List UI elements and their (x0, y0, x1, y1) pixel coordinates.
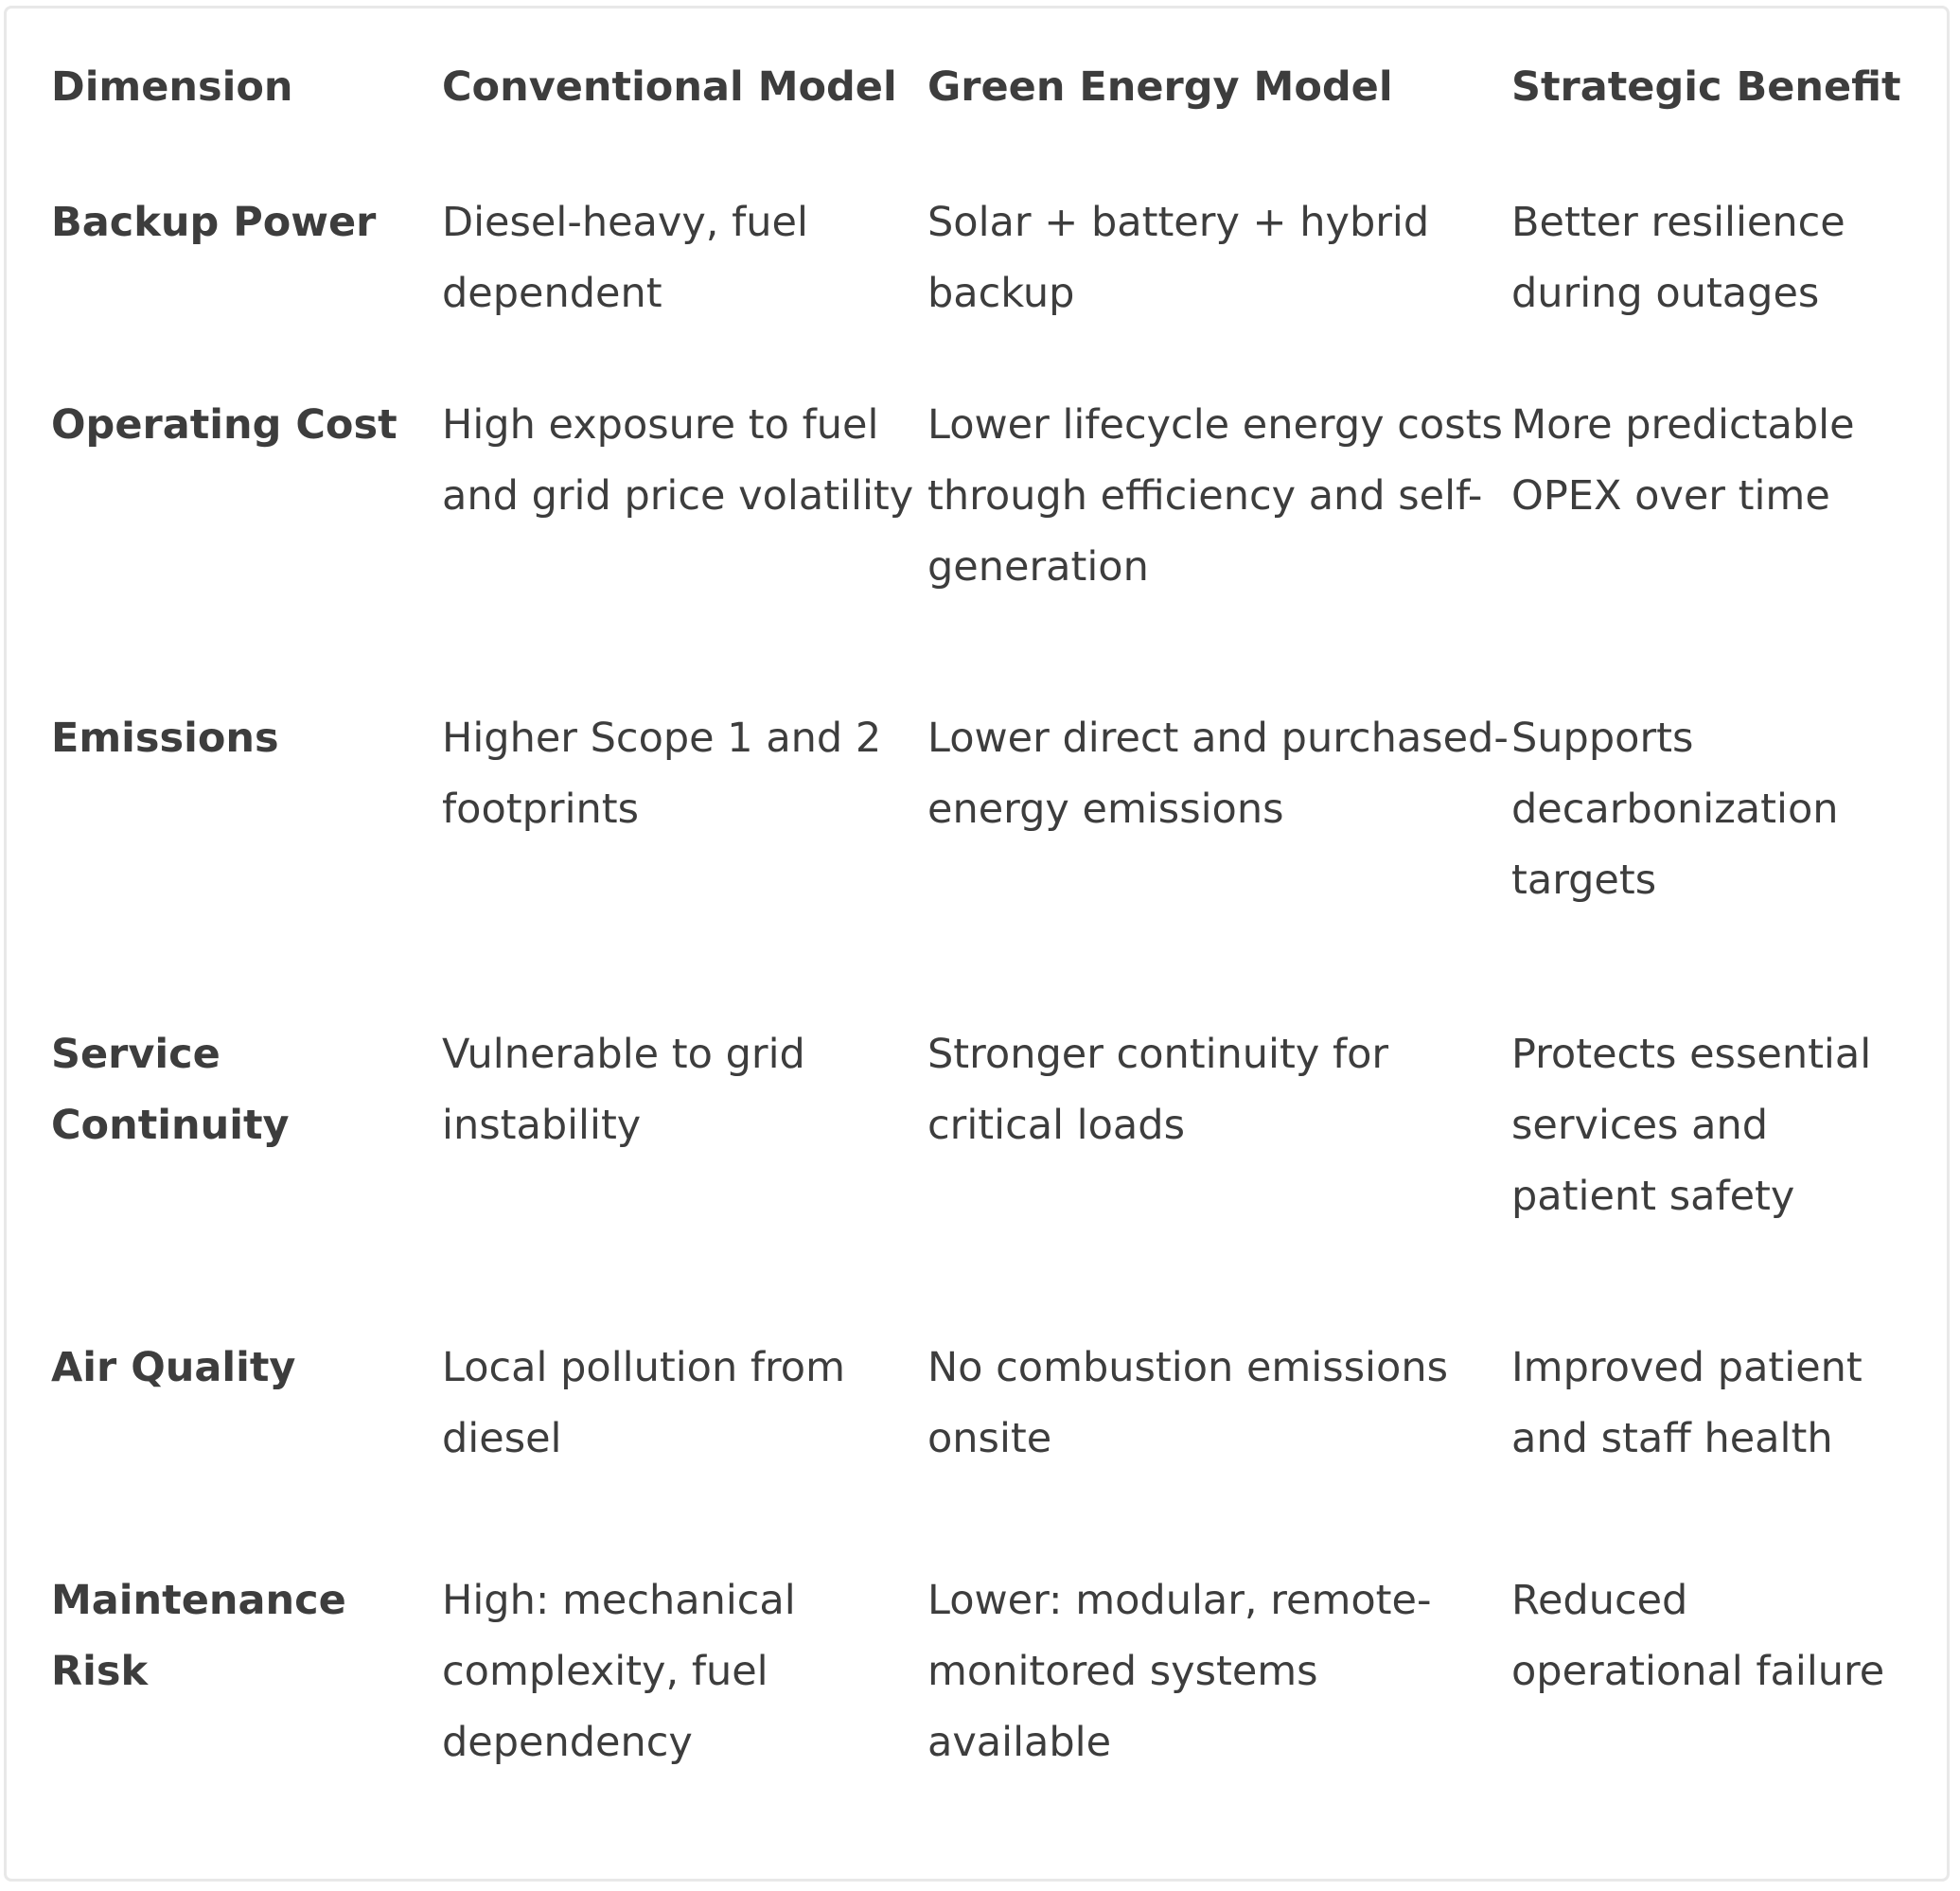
row-benefit: Reduced operational failure (1511, 1577, 1885, 1695)
row-benefit: More predictable OPEX over time (1511, 401, 1855, 520)
table-row (51, 1301, 1925, 1534)
table-row (51, 1534, 1925, 1790)
row-conventional: Diesel-heavy, fuel dependent (442, 199, 808, 317)
row-dimension: Operating Cost (51, 401, 397, 449)
row-conventional: Higher Scope 1 and 2 footprints (442, 715, 882, 833)
row-benefit: Protects essential services and patient safety (1511, 1031, 1872, 1220)
table-row (51, 672, 1925, 988)
row-dimension: Backup Power (51, 199, 377, 246)
row-benefit: Improved patient and staff health (1511, 1344, 1863, 1462)
table-row (51, 988, 1925, 1301)
row-benefit: Better resilience during outages (1511, 199, 1845, 317)
row-benefit: Supports decarbonization targets (1511, 715, 1839, 904)
row-conventional: High exposure to fuel and grid price volatility (442, 401, 914, 520)
table-row (51, 156, 1925, 359)
row-green: Stronger continuity for critical loads (927, 1031, 1389, 1149)
row-dimension: Emissions (51, 715, 279, 762)
header-green-energy-model: Green Energy Model (927, 63, 1393, 111)
header-row (51, 43, 1925, 156)
row-green: No combustion emissions onsite (927, 1344, 1448, 1462)
row-dimension: Service Continuity (51, 1031, 290, 1149)
row-green: Lower direct and purchased-energy emissions (927, 715, 1509, 833)
row-conventional: High: mechanical complexity, fuel dependency (442, 1577, 796, 1766)
row-dimension: Maintenance Risk (51, 1577, 346, 1695)
header-conventional-model: Conventional Model (442, 63, 897, 111)
row-conventional: Vulnerable to grid instability (442, 1031, 805, 1149)
row-dimension: Air Quality (51, 1344, 296, 1391)
header-dimension: Dimension (51, 63, 293, 111)
comparison-table (51, 43, 1925, 1790)
row-green: Lower lifecycle energy costs through efficiency and self-generation (927, 401, 1503, 591)
table-row (51, 359, 1925, 672)
row-green: Solar + battery + hybrid backup (927, 199, 1430, 317)
row-conventional: Local pollution from diesel (442, 1344, 845, 1462)
header-strategic-benefit: Strategic Benefit (1511, 63, 1901, 111)
table-card (4, 6, 1950, 1882)
row-green: Lower: modular, remote-monitored systems available (927, 1577, 1432, 1766)
